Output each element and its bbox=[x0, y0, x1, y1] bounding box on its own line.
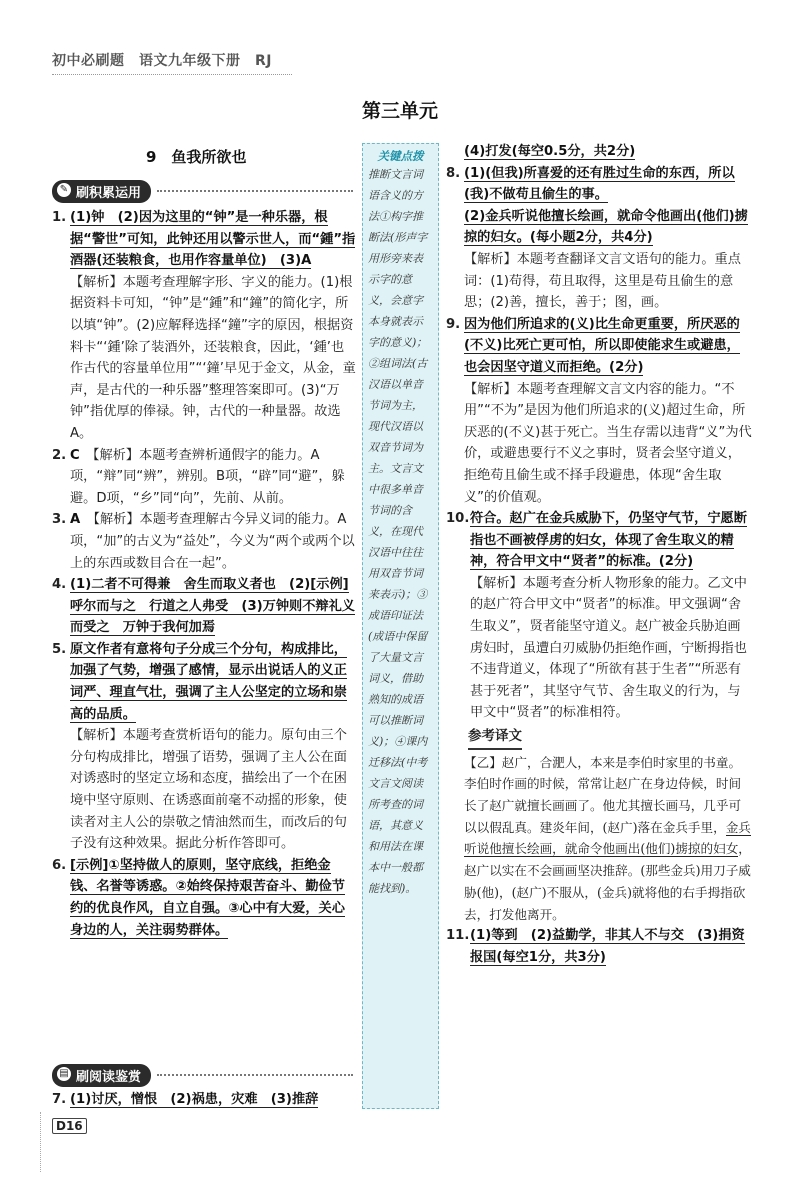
explanation-text: 【解析】本题考查赏析语句的能力。原句由三个分句构成排比，增强了语势，强调了主人公在面对诱惑时的坚定立场和态度，描绘出了一个在困境中坚守原则、在诱惑面前毫不动摇的形象，使读者对主人公的崇敬之情油然而生，而改后的句子没有这种效果。据此分析作答即可。 bbox=[70, 728, 347, 852]
answer-text: (2)金兵听说他擅长绘画，就命令他画出(他们)掳掠的妇女。(每小题2分，共4分) bbox=[464, 208, 748, 246]
footer-dots bbox=[40, 1112, 51, 1172]
answer-text: (1)钟 (2)因为这里的“钟”是一种乐器，根据“警世”可知，此钟还用以警示世人，而“鍾”指酒器(还装粮食，也用作容量单位) (3)A bbox=[70, 210, 356, 269]
section-dots bbox=[157, 1074, 353, 1076]
question-number: 11. bbox=[446, 928, 470, 944]
question-1 bbox=[52, 207, 356, 445]
answer-text: 因为他们所追求的(义)比生命更重要，所厌恶的(不义)比死亡更可怕，所以即使能求生或避患，也会因坚守道义而拒绝。(2分) bbox=[464, 316, 740, 375]
explanation-text: 【解析】本题考查分析人物形象的能力。乙文中的赵广符合甲文中“贤者”的标准。甲文强调“舍生取义”，贤者能坚守道义。赵广被金兵胁迫画虏妇时，虽遭白刃威胁仍拒绝作画，宁断拇指也不违背道义，体现了“所欲有甚于生者”“所恶有甚于死者”，其坚守气节、舍生取义的行为，与甲文中“贤者”的标准相符。 bbox=[470, 575, 747, 721]
section-accumulate-header bbox=[52, 180, 353, 202]
question-number: 10. bbox=[446, 511, 470, 527]
sidebar-title: 关键点拨 bbox=[377, 149, 424, 163]
header-divider bbox=[52, 74, 292, 75]
section-dots bbox=[157, 190, 353, 192]
left-column bbox=[52, 207, 356, 941]
question-5 bbox=[52, 639, 356, 855]
section-reading-label: 刷阅读鉴赏 bbox=[76, 1069, 142, 1085]
pen-icon: ✎ bbox=[57, 183, 71, 197]
explanation-text: 【解析】本题考查理解古今异义词的能力。A项，“加”的古义为“益处”，今义为“两个或两个以上的东西或数目合在一起”。 bbox=[70, 512, 355, 571]
explanation-text: 【解析】本题考查辨析通假字的能力。A项，“辩”同“辨”，辨别。B项，“辟”同“避”，躲避。D项，“乡”同“向”，先前、从前。 bbox=[70, 447, 345, 506]
question-2 bbox=[52, 445, 356, 510]
question-10 bbox=[446, 508, 752, 724]
answer-text: 符合。赵广在金兵威胁下，仍坚守气节，宁愿断指也不画被俘虏的妇女，体现了舍生取义的精神，符合甲文中“贤者”的标准。(2分) bbox=[470, 511, 747, 570]
question-number: 8. bbox=[446, 165, 461, 181]
page-number: D16 bbox=[52, 1118, 87, 1134]
question-9 bbox=[446, 314, 752, 508]
section-badge bbox=[52, 180, 151, 203]
section-badge bbox=[52, 1064, 151, 1087]
lesson-title: 9 鱼我所欲也 bbox=[146, 148, 247, 166]
question-number: 4. bbox=[52, 577, 67, 593]
answer-text: (4)打发(每空0.5分，共2分) bbox=[464, 144, 636, 159]
translation-title: 参考译文 bbox=[468, 726, 522, 750]
question-4 bbox=[52, 574, 356, 639]
translation-text bbox=[464, 752, 752, 926]
page-header bbox=[52, 50, 272, 70]
explanation-text: 【解析】本题考查理解字形、字义的能力。(1)根据资料卡可知，“钟”是“鍾”和“鐘”的简化字，所以填“钟”。(2)应解释选择“鐘”字的原因，根据资料卡“‘鍾’除了装酒外，还装粮食，因此，‘鍾’也作古代的容量单位用”“‘鐘’早见于金文，从金，童声，是古代的一种乐器”整理答案即可。(3)“万钟”指优厚的俸禄。钟，古代的一种量器。故选A。 bbox=[70, 274, 356, 441]
answer-text: 原文作者有意将句子分成三个分句，构成排比，加强了气势，增强了感情，显示出说话人的义正词严、理直气壮，强调了主人公坚定的立场和崇高的品质。 bbox=[70, 641, 347, 722]
explanation-text: 【解析】本题考查翻译文言文语句的能力。重点词：(1)苟得，苟且取得，这里是苟且偷生的意思；(2)善，擅长，善于；图，画。 bbox=[464, 251, 741, 311]
unit-title: 第三单元 bbox=[361, 100, 438, 122]
section-reading-header bbox=[52, 1064, 353, 1086]
book-icon: ▤ bbox=[57, 1067, 71, 1081]
header-book: 初中必刷题 bbox=[52, 53, 125, 69]
answer-text: [示例]①坚持做人的原则，坚守底线，拒绝金钱、名誉等诱惑。②始终保持艰苦奋斗、勤俭节约的优良作风，自立自强。③心中有大爱，关心身边的人，关注弱势群体。 bbox=[70, 857, 345, 938]
question-number: 6. bbox=[52, 857, 67, 873]
question-11 bbox=[446, 925, 752, 968]
question-number: 7. bbox=[52, 1092, 67, 1107]
key-tip-sidebar bbox=[362, 143, 439, 1109]
question-7 bbox=[52, 1089, 356, 1111]
explanation-text: 【解析】本题考查理解文言文内容的能力。“不用”“不为”是因为他们所追求的(义)超过生命，所厌恶的(不义)甚于死亡。当生存需以违背“义”为代价，或避患要行不义之事时，贤者会坚守道义，拒绝苟且偷生或不择手段避患，体现“舍生取义”的价值观。 bbox=[464, 381, 752, 505]
question-8 bbox=[446, 163, 752, 314]
answer-text: (1)等到 (2)益勤学，非其人不与交 (3)捐资报国(每空1分，共3分) bbox=[470, 928, 745, 965]
translation-underlined: 金兵听说他擅长绘画，就命令他画出(他们)掳掠的妇女 bbox=[464, 819, 751, 857]
answer-text: C bbox=[70, 447, 80, 463]
answer-text: A bbox=[70, 512, 81, 528]
answer-text: (1)(但我)所喜爱的还有胜过生命的东西，所以(我)不做苟且偷生的事。 bbox=[464, 165, 735, 203]
question-number: 3. bbox=[52, 512, 67, 528]
question-number: 9. bbox=[446, 316, 461, 332]
sidebar-text: 推断文言词语含义的方法①构字推断法(形声字用形旁来表示字的意义，会意字本身就表示字的意义)；②组词法(古汉语以单音节词为主，现代汉语以双音节词为主。文言文中很多单音节词的含义，在现代汉语中往往用双音节词来表示)；③成语印证法(成语中保留了大量文言词义，借助熟知的成语可以推断词义)；④课内迁移法(中考文言文阅读所考查的词语，其意义和用法在课本中一般都能找到)。 bbox=[368, 168, 428, 895]
translation-part: ，赵广以实在不会画画坚决推辞。(那些金兵)用刀子威胁(他)，(赵广)不服从，(金兵)就将他的右手拇指砍去，打发他离开。 bbox=[464, 841, 751, 922]
question-3 bbox=[52, 509, 356, 574]
header-edition: RJ bbox=[255, 53, 272, 69]
question-number: 1. bbox=[52, 210, 67, 225]
question-number: 5. bbox=[52, 641, 67, 657]
question-6 bbox=[52, 855, 356, 941]
answer-text: (1)讨厌，憎恨 (2)祸患，灾难 (3)推辞 bbox=[70, 1092, 319, 1107]
answer-text: (1)二者不可得兼 舍生而取义者也 (2)[示例]呼尔而与之 行道之人弗受 (3)万钟则不辩礼义而受之 万钟于我何加焉 bbox=[70, 577, 355, 636]
header-subject: 语文九年级下册 bbox=[139, 53, 241, 69]
right-column bbox=[446, 141, 752, 968]
section-accumulate-label: 刷积累运用 bbox=[76, 185, 142, 201]
translation-part: 【乙】赵广，合淝人，本来是李伯时家里的书童。李伯时作画的时候，常常让赵广在身边侍候，时间长了赵广就擅长画画了。他尤其擅长画马，几乎可以以假乱真。建炎年间，(赵广)落在金兵手里， bbox=[464, 754, 742, 835]
question-number: 2. bbox=[52, 447, 67, 463]
